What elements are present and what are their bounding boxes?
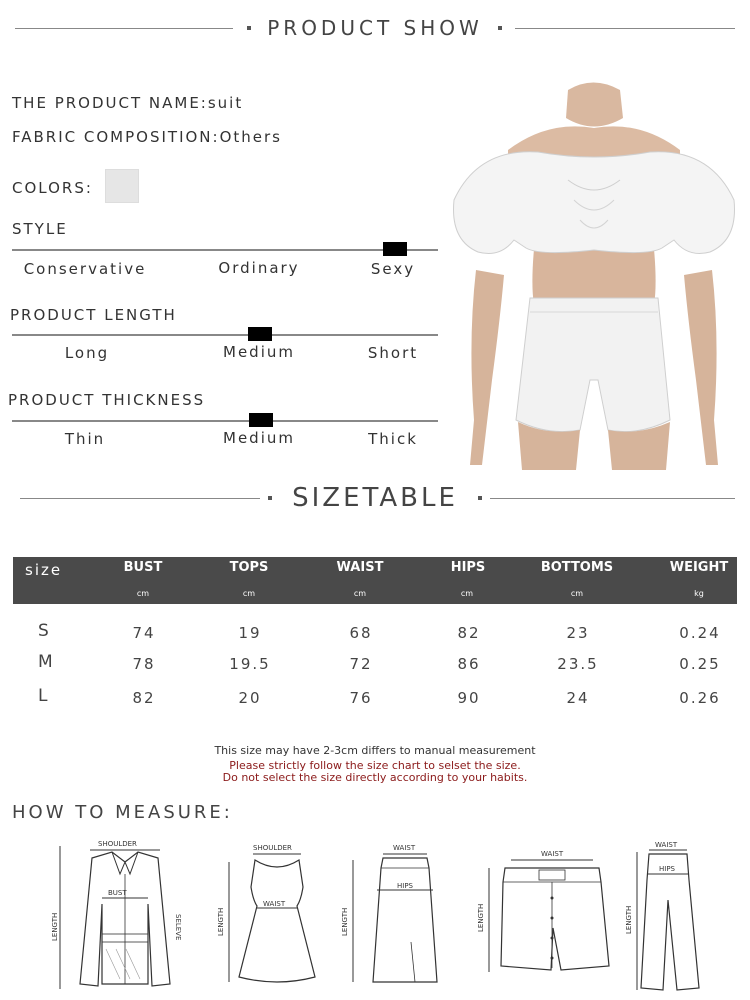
scale-label: Sexy — [370, 260, 416, 278]
divider-line — [490, 498, 735, 499]
colors-label: COLORS: — [12, 179, 93, 197]
scale-label: Ordinary — [218, 259, 300, 277]
length-label: LENGTH — [477, 903, 485, 932]
product-photo — [448, 80, 740, 470]
scale-marker-style — [383, 242, 407, 256]
length-label: LENGTH — [51, 912, 59, 941]
scale-marker-length — [248, 327, 272, 341]
column-header-hips: HIPS — [450, 560, 486, 575]
model-illustration — [448, 80, 740, 470]
sleeve-label: SELEVE — [174, 914, 182, 941]
waist-label: WAIST — [541, 850, 564, 858]
table-cell: 86 — [457, 655, 481, 673]
fabric-label: FABRIC COMPOSITION: — [12, 128, 220, 146]
scale-label: Medium — [223, 343, 295, 361]
waist-label: WAIST — [263, 900, 286, 908]
size-table-header — [13, 557, 737, 604]
column-unit: kg — [694, 589, 704, 598]
divider-line — [515, 28, 735, 29]
how-to-measure-title: HOW TO MEASURE: — [12, 802, 233, 823]
table-cell: 68 — [349, 624, 373, 642]
scale-track-thickness — [12, 420, 438, 422]
length-label: LENGTH — [217, 907, 225, 936]
column-header-bottoms: BOTTOMS — [540, 560, 614, 575]
row-size-label: L — [38, 686, 48, 706]
column-header-bust: BUST — [123, 560, 163, 575]
column-header-tops: TOPS — [229, 560, 269, 575]
scale-track-length — [12, 334, 438, 336]
scale-label: Long — [64, 344, 110, 362]
table-cell: 72 — [349, 655, 373, 673]
table-cell: 74 — [132, 624, 156, 642]
scale-label: Thin — [64, 430, 106, 448]
length-label: LENGTH — [341, 907, 349, 936]
skirt-measure-figure — [341, 842, 445, 987]
column-unit: cm — [242, 589, 256, 598]
product-name-row — [12, 94, 243, 112]
divider-dot — [478, 496, 482, 500]
scale-label: Thick — [368, 430, 418, 448]
color-swatch[interactable] — [105, 169, 139, 203]
size-warning: Please strictly follow the size chart to selset the size. — [229, 759, 521, 772]
table-cell: 20 — [238, 689, 262, 707]
product-name-value: suit — [207, 94, 244, 112]
row-size-label: M — [38, 652, 53, 672]
scale-title-thickness: PRODUCT THICKNESS — [8, 391, 206, 409]
scale-label: Short — [367, 344, 419, 362]
measurement-note: This size may have 2-3cm differs to manual measurement — [214, 744, 536, 757]
section-title: PRODUCT SHOW — [267, 16, 483, 40]
scale-title-style: STYLE — [12, 220, 68, 238]
table-cell: 90 — [457, 689, 481, 707]
table-cell: 19 — [238, 624, 262, 642]
table-cell: 82 — [132, 689, 156, 707]
hips-label: HIPS — [397, 882, 413, 890]
fabric-row — [12, 128, 282, 146]
column-unit: cm — [353, 589, 367, 598]
table-cell: 23.5 — [557, 655, 599, 673]
waist-label: WAIST — [393, 844, 416, 852]
shorts-measure-figure — [475, 848, 615, 978]
table-cell: 82 — [457, 624, 481, 642]
table-cell: 19.5 — [229, 655, 271, 673]
size-column-header: size — [25, 561, 63, 579]
bust-label: BUST — [108, 889, 127, 897]
product-name-label: THE PRODUCT NAME: — [12, 94, 208, 112]
table-cell: 78 — [132, 655, 156, 673]
table-cell: 0.26 — [679, 689, 721, 707]
column-unit: cm — [136, 589, 150, 598]
sizetable-header — [0, 478, 750, 518]
waist-label: WAIST — [655, 841, 678, 849]
hips-label: HIPS — [659, 865, 675, 873]
column-header-waist: WAIST — [336, 560, 384, 575]
row-size-label: S — [38, 621, 49, 641]
column-header-weight: WEIGHT — [669, 560, 729, 575]
scale-title-length: PRODUCT LENGTH — [10, 306, 177, 324]
divider-dot — [498, 26, 502, 30]
table-cell: 0.25 — [679, 655, 721, 673]
size-warning: Do not select the size directly according to your habits. — [222, 771, 528, 784]
length-label: LENGTH — [625, 905, 633, 934]
table-cell: 24 — [566, 689, 590, 707]
scale-label: Medium — [223, 429, 295, 447]
table-cell: 0.24 — [679, 624, 721, 642]
shoulder-label: SHOULDER — [98, 840, 137, 848]
table-cell: 76 — [349, 689, 373, 707]
table-cell: 23 — [566, 624, 590, 642]
dress-measure-figure — [215, 842, 315, 987]
product-show-header — [0, 8, 750, 48]
shoulder-label: SHOULDER — [253, 844, 292, 852]
scale-marker-thickness — [249, 413, 273, 427]
column-unit: cm — [570, 589, 584, 598]
fabric-value: Others — [219, 128, 282, 146]
pants-measure-figure — [625, 840, 705, 995]
scale-label: Conservative — [23, 260, 147, 278]
column-unit: cm — [460, 589, 474, 598]
jacket-measure-figure — [50, 834, 200, 994]
section-title: SIZETABLE — [292, 483, 458, 513]
scale-track-style — [12, 249, 438, 251]
